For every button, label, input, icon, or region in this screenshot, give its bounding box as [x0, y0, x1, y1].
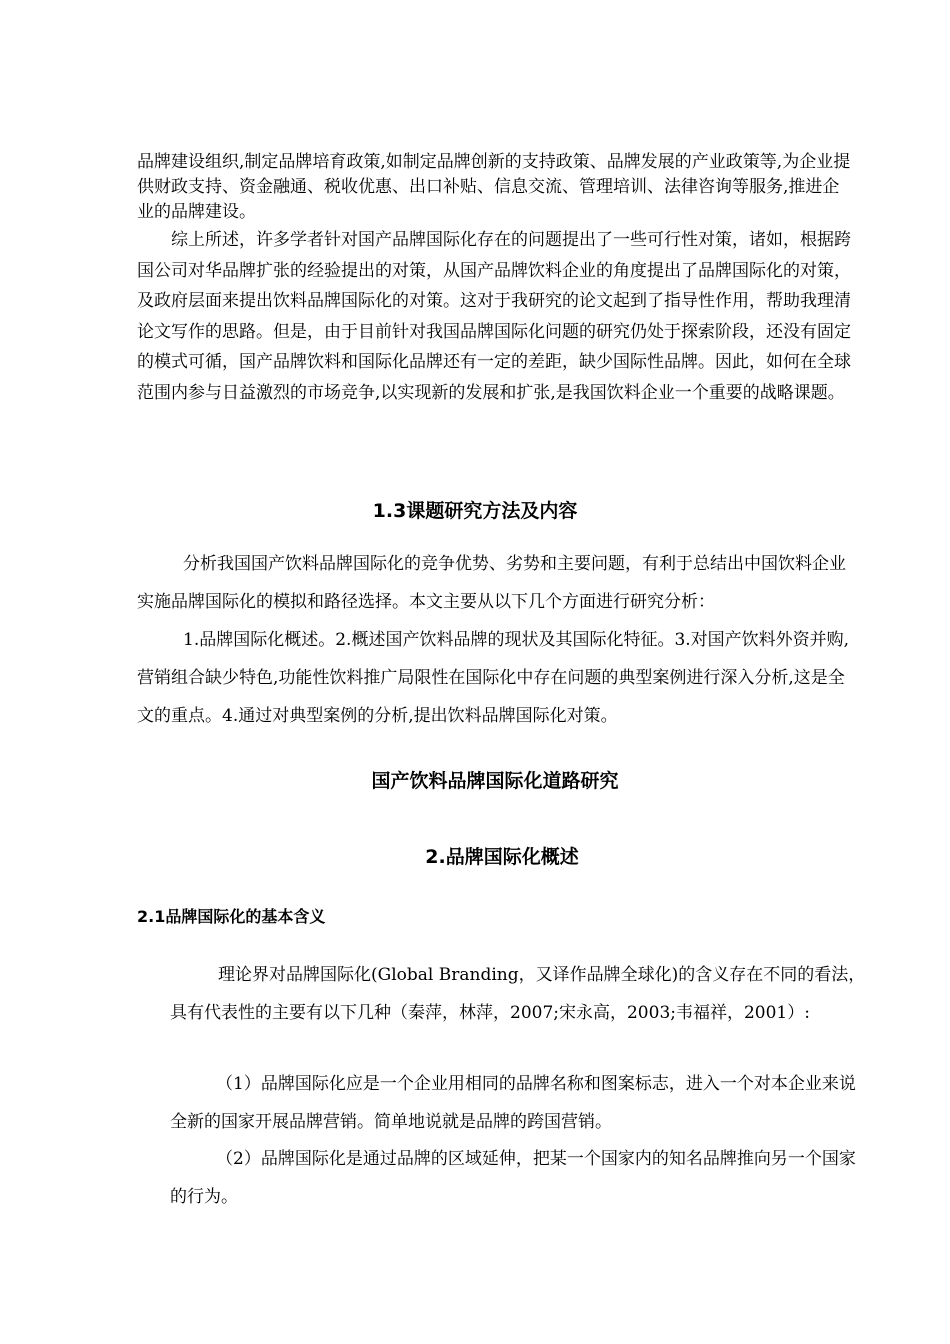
paragraph-definitions-intro: 理论界对品牌国际化(Global Branding，又译作品牌全球化)的含义存在不同的看法，具有代表性的主要有以下几种（秦萍，林萍，2007;宋永高，2003;韦福祥，2001）: [170, 965, 866, 1023]
heading-section-1-3: 1.3课题研究方法及内容 [372, 500, 578, 522]
paragraph-definition-2: （2）品牌国际化是通过品牌的区域延伸，把某一个国家内的知名品牌推向另一个国家的行为。 [170, 1149, 856, 1207]
heading-section-2-1: 2.1品牌国际化的基本含义 [137, 907, 326, 926]
paper-title: 国产饮料品牌国际化道路研究 [371, 770, 619, 792]
paragraph-definition-1: （1）品牌国际化应是一个企业用相同的品牌名称和图案标志，进入一个对本企业来说全新的国家开展品牌营销。简单地说就是品牌的跨国营销。 [170, 1074, 856, 1132]
paragraph-summary: 综上所述，许多学者针对国产品牌国际化存在的问题提出了一些可行性对策，诸如，根据跨国公司对华品牌扩张的经验提出的对策，从国产品牌饮料企业的角度提出了品牌国际化的对策，及政府层面来提出饮料品牌国际化的对策。这对于我研究的论文起到了指导性作用，帮助我理清论文写作的思路。但是，由于目前针对我国品牌国际化问题的研究仍处于探索阶段，还没有固定的模式可循，国产品牌饮料和国际化品牌还有一定的差距，缺少国际性品牌。因此，如何在全球范围内参与日益激烈的市场竞争,以实现新的发展和扩张,是我国饮料企业一个重要的战略课题。 [137, 230, 851, 403]
paragraph-brand-building: 品牌建设组织,制定品牌培育政策,如制定品牌创新的支持政策、品牌发展的产业政策等,为企业提供财政支持、资金融通、税收优惠、出口补贴、信息交流、管理培训、法律咨询等服务,推进企业的品牌建设。 [137, 152, 851, 222]
paragraph-outline: 1.品牌国际化概述。2.概述国产饮料品牌的现状及其国际化特征。3.对国产饮料外资并购,营销组合缺少特色,功能性饮料推广局限性在国际化中存在问题的典型案例进行深入分析,这是全文的重点。4.通过对典型案例的分析,提出饮料品牌国际化对策。 [137, 630, 850, 726]
paragraph-analysis: 分析我国国产饮料品牌国际化的竞争优势、劣势和主要问题，有利于总结出中国饮料企业实施品牌国际化的模拟和路径选择。本文主要从以下几个方面进行研究分析： [137, 554, 846, 612]
heading-section-2: 2.品牌国际化概述 [425, 846, 579, 868]
